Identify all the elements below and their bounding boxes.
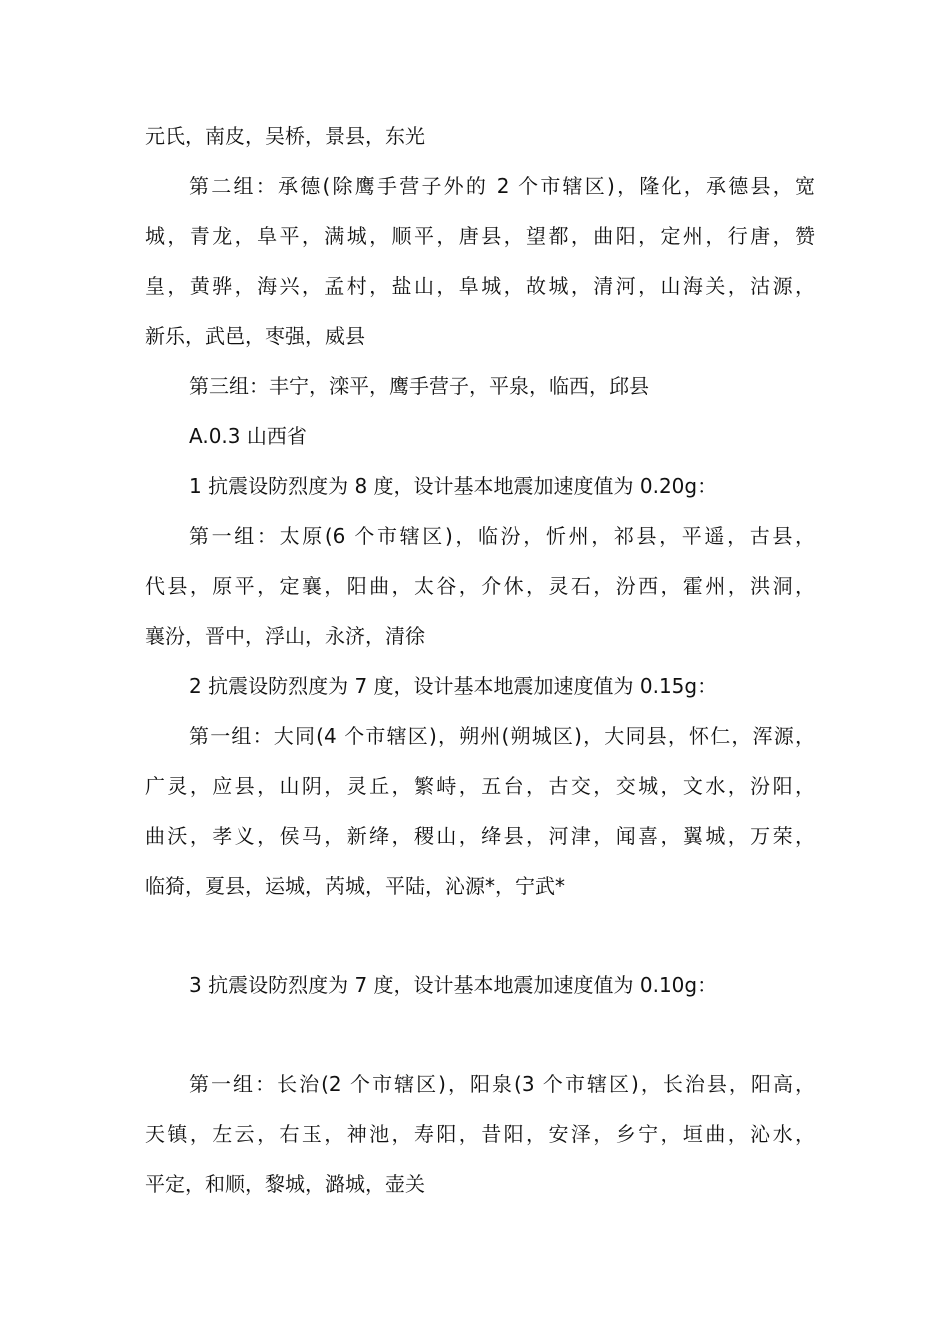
text-line: 平定，和顺，黎城，潞城，壶关	[145, 1172, 425, 1196]
text-line: 代县，原平，定襄，阳曲，太谷，介休，灵石，汾西，霍州，洪洞，	[145, 574, 815, 598]
text-line: 新乐，武邑，枣强，威县	[145, 324, 365, 348]
text-line: 曲沃，孝义，侯马，新绛，稷山，绛县，河津，闻喜，翼城，万荣，	[145, 824, 815, 848]
text-line: 城，青龙，阜平，满城，顺平，唐县，望都，曲阳，定州，行唐，赞	[145, 224, 815, 248]
group-2-heading-line: 第二组：承德(除鹰手营子外的 2 个市辖区)，隆化，承德县，宽	[189, 174, 815, 198]
group-3-line: 第三组：丰宁，滦平，鹰手营子，平泉，临西，邱县	[189, 374, 649, 398]
group-1-heading-line: 第一组：长治(2 个市辖区)，阳泉(3 个市辖区)，长治县，阳高，	[189, 1072, 815, 1096]
text-line: 襄汾，晋中，浮山，永济，清徐	[145, 624, 425, 648]
text-line: 天镇，左云，右玉，神池，寿阳，昔阳，安泽，乡宁，垣曲，沁水，	[145, 1122, 815, 1146]
text-line: 临猗，夏县，运城，芮城，平陆，沁源*，宁武*	[145, 874, 565, 898]
group-1-heading-line: 第一组：太原(6 个市辖区)，临汾，忻州，祁县，平遥，古县，	[189, 524, 815, 548]
intensity-item-2: 2 抗震设防烈度为 7 度，设计基本地震加速度值为 0.15g：	[189, 674, 718, 698]
intensity-item-1: 1 抗震设防烈度为 8 度，设计基本地震加速度值为 0.20g：	[189, 474, 718, 498]
intensity-item-3: 3 抗震设防烈度为 7 度，设计基本地震加速度值为 0.10g：	[189, 973, 718, 997]
section-heading-shanxi: A.0.3 山西省	[189, 424, 307, 448]
text-line: 广灵，应县，山阴，灵丘，繁峙，五台，古交，交城，文水，汾阳，	[145, 774, 815, 798]
text-line: 元氏，南皮，吴桥，景县，东光	[145, 124, 425, 148]
group-1-heading-line: 第一组：大同(4 个市辖区)，朔州(朔城区)，大同县，怀仁，浑源，	[189, 724, 815, 748]
text-line: 皇，黄骅，海兴，孟村，盐山，阜城，故城，清河，山海关，沽源，	[145, 274, 815, 298]
